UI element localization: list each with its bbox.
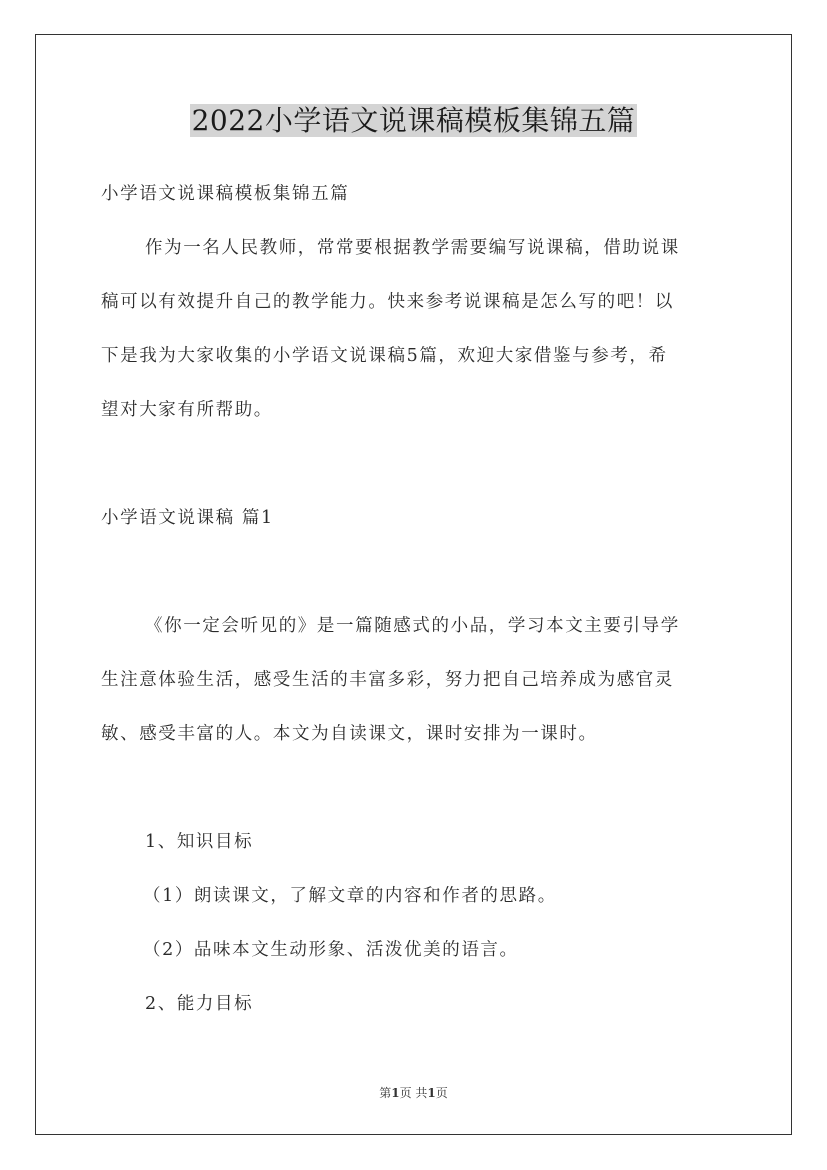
page-footer bbox=[0, 1084, 827, 1101]
footer-page-suffix: 页 bbox=[435, 1086, 448, 1100]
intro-line-4: 望对大家有所帮助。 bbox=[101, 400, 273, 420]
section-1-heading: 小学语文说课稿 篇1 bbox=[101, 508, 274, 528]
section-1-line-2: 生注意体验生活，感受生活的丰富多彩，努力把自己培养成为感官灵 bbox=[101, 670, 674, 690]
intro-line-2: 稿可以有效提升自己的教学能力。快来参考说课稿是怎么写的吧！以 bbox=[101, 292, 674, 312]
footer-page-current: 1 bbox=[391, 1086, 400, 1100]
goal-1-heading: 1、知识目标 bbox=[145, 832, 254, 852]
document-title: 2022小学语文说课稿模板集锦五篇 bbox=[191, 104, 636, 137]
goal-1-item-2: （2）品味本文生动形象、活泼优美的语言。 bbox=[143, 940, 519, 960]
footer-page-mid: 页 共 bbox=[399, 1086, 428, 1100]
goal-2-heading: 2、能力目标 bbox=[145, 994, 254, 1014]
document-subtitle: 小学语文说课稿模板集锦五篇 bbox=[101, 184, 350, 204]
intro-line-1: 作为一名人民教师，常常要根据教学需要编写说课稿，借助说课 bbox=[145, 238, 680, 258]
intro-line-3: 下是我为大家收集的小学语文说课稿5篇，欢迎大家借鉴与参考，希 bbox=[101, 346, 668, 366]
footer-page-total: 1 bbox=[427, 1086, 436, 1100]
goal-1-item-1: （1）朗读课文，了解文章的内容和作者的思路。 bbox=[143, 886, 557, 906]
footer-page-prefix: 第 bbox=[379, 1086, 392, 1100]
section-1-line-3: 敏、感受丰富的人。本文为自读课文，课时安排为一课时。 bbox=[101, 724, 598, 744]
document-title-container bbox=[0, 101, 827, 141]
section-1-line-1: 《你一定会听见的》是一篇随感式的小品，学习本文主要引导学 bbox=[145, 616, 680, 636]
